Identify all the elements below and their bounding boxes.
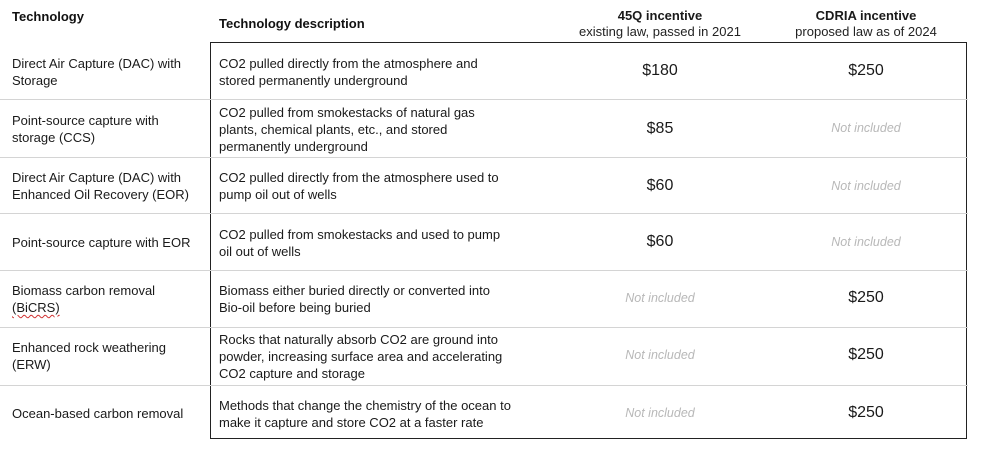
value-45q: $60	[646, 177, 674, 194]
value-cdria: $250	[848, 62, 884, 79]
tech-line: Direct Air Capture (DAC) with	[12, 170, 182, 185]
header-45q	[560, 8, 760, 40]
description-line: permanently underground	[219, 139, 368, 154]
description-cell	[219, 169, 539, 203]
description-line: Bio-oil before being buried	[219, 300, 371, 315]
value-cdria: $250	[848, 404, 884, 421]
tech-line: Biomass carbon removal	[12, 283, 156, 298]
row-divider	[0, 270, 968, 271]
row-divider	[0, 157, 968, 158]
description-cell	[219, 397, 539, 431]
value-cdria-not-included: Not included	[831, 179, 901, 193]
tech-cell	[12, 405, 202, 422]
tech-line: Direct Air Capture (DAC) with	[12, 56, 182, 71]
value-45q: $85	[646, 120, 674, 137]
description-line: CO2 pulled directly from the atmosphere used to	[219, 170, 499, 185]
description-line: Biomass either buried directly or converted into	[219, 283, 490, 298]
tech-cell	[12, 112, 202, 146]
header-cdria	[766, 8, 966, 40]
tech-line: Enhanced rock weathering	[12, 340, 166, 355]
header-cdria-title: CDRIA incentive	[815, 8, 917, 23]
row-divider	[0, 99, 968, 100]
description-line: CO2 pulled directly from the atmosphere and	[219, 56, 478, 71]
header-technology: Technology	[12, 9, 84, 24]
row-divider	[0, 327, 968, 328]
description-line: CO2 pulled from smokestacks and used to pump	[219, 227, 501, 242]
tech-line: Point-source capture with	[12, 113, 159, 128]
description-line: Methods that change the chemistry of the ocean to	[219, 398, 511, 413]
tech-line: (BiCRS)	[12, 300, 60, 315]
tech-line: (ERW)	[12, 357, 51, 372]
description-cell	[219, 282, 539, 316]
value-45q-not-included: Not included	[625, 291, 695, 305]
description-cell	[219, 226, 539, 260]
tech-line: storage (CCS)	[12, 130, 96, 145]
tech-cell	[12, 234, 202, 251]
value-45q: $180	[642, 62, 678, 79]
description-line: CO2 pulled from smokestacks of natural gas	[219, 105, 475, 120]
tech-cell	[12, 169, 202, 203]
description-line: oil out of wells	[219, 244, 301, 259]
tech-cell	[12, 282, 202, 316]
value-45q: $60	[646, 233, 674, 250]
value-cdria-not-included: Not included	[831, 235, 901, 249]
header-description: Technology description	[219, 16, 365, 31]
description-line: stored permanently underground	[219, 73, 408, 88]
description-line: pump oil out of wells	[219, 187, 337, 202]
tech-cell	[12, 55, 202, 89]
description-line: plants, chemical plants, etc., and stored	[219, 122, 448, 137]
value-cdria: $250	[848, 346, 884, 363]
tech-line: Point-source capture with EOR	[12, 235, 191, 250]
tech-line: Storage	[12, 73, 58, 88]
header-cdria-subtitle: proposed law as of 2024	[795, 24, 937, 39]
description-cell	[219, 104, 539, 155]
value-cdria-not-included: Not included	[831, 121, 901, 135]
tech-line: Enhanced Oil Recovery (EOR)	[12, 187, 190, 202]
tech-cell	[12, 339, 202, 373]
value-45q-not-included: Not included	[625, 406, 695, 420]
row-divider	[0, 213, 968, 214]
header-45q-subtitle: existing law, passed in 2021	[579, 24, 741, 39]
tech-line: Ocean-based carbon removal	[12, 406, 184, 421]
header-45q-title: 45Q incentive	[617, 8, 703, 23]
description-line: CO2 capture and storage	[219, 366, 365, 381]
value-45q-not-included: Not included	[625, 348, 695, 362]
value-cdria: $250	[848, 289, 884, 306]
description-cell	[219, 331, 539, 382]
description-line: make it capture and store CO2 at a faster rate	[219, 415, 484, 430]
description-line: Rocks that naturally absorb CO2 are ground into	[219, 332, 498, 347]
row-divider	[0, 385, 968, 386]
description-line: powder, increasing surface area and accelerating	[219, 349, 503, 364]
description-cell	[219, 55, 539, 89]
